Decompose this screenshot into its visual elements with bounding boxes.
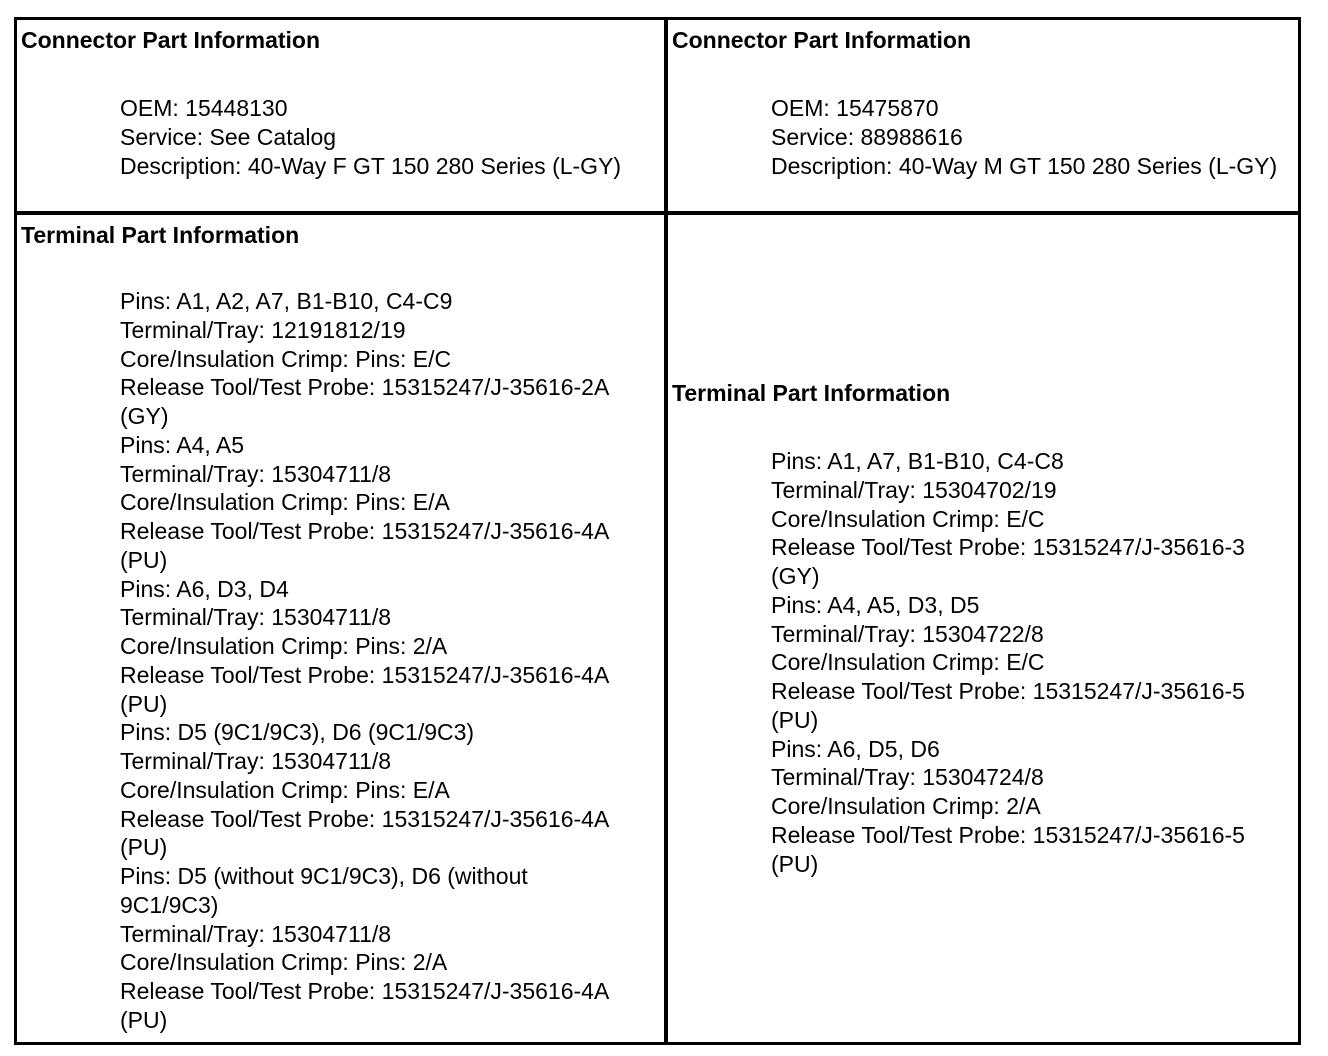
detail-line: Terminal/Tray: 12191812/19 (120, 316, 406, 343)
detail-line: Release Tool/Test Probe: 15315247/J-35616-4A (PU) (120, 518, 609, 573)
detail-line: Description: 40-Way F GT 150 280 Series (L-GY) (120, 152, 622, 179)
detail-line: Pins: A1, A7, B1-B10, C4-C8 (771, 448, 1064, 474)
detail-line: Release Tool/Test Probe: 15315247/J-35616-4A (PU) (120, 805, 609, 861)
detail-line: Terminal/Tray: 15304724/8 (771, 764, 1044, 791)
detail-line: Pins: D5 (9C1/9C3), D6 (9C1/9C3) (120, 719, 475, 746)
right-connector-heading: Connector Part Information (672, 27, 972, 53)
left-terminal-details (120, 287, 630, 1035)
left-connector-heading: Connector Part Information (21, 27, 321, 53)
right-terminal-cell (668, 215, 1298, 1042)
detail-line: Terminal/Tray: 15304722/8 (771, 620, 1044, 647)
detail-line: Pins: A1, A2, A7, B1-B10, C4-C9 (120, 288, 453, 314)
detail-line: Terminal/Tray: 15304711/8 (120, 460, 392, 487)
detail-line: Core/Insulation Crimp: Pins: 2/A (120, 633, 448, 659)
detail-line: Service: See Catalog (120, 123, 337, 150)
detail-line: Pins: A6, D3, D4 (120, 575, 289, 602)
left-terminal-cell (17, 215, 664, 1042)
left-terminal-heading: Terminal Part Information (21, 222, 300, 248)
detail-line: Release Tool/Test Probe: 15315247/J-35616-4A (PU) (120, 661, 609, 717)
detail-line: Core/Insulation Crimp: E/C (771, 649, 1045, 676)
detail-line: Release Tool/Test Probe: 15315247/J-35616-4A (PU) (120, 978, 609, 1033)
detail-line: Terminal/Tray: 15304702/19 (771, 476, 1057, 503)
detail-line: Terminal/Tray: 15304711/8 (120, 748, 392, 774)
left-connector-cell (17, 20, 664, 211)
detail-line: Pins: D5 (without 9C1/9C3), D6 (without 9C1/9C3) (120, 863, 528, 918)
detail-line: Service: 88988616 (771, 123, 963, 150)
detail-line: Pins: A4, A5 (120, 431, 245, 458)
detail-line: OEM: 15475870 (771, 95, 939, 121)
detail-line: Core/Insulation Crimp: Pins: E/A (120, 776, 450, 803)
detail-line: Release Tool/Test Probe: 15315247/J-35616-5 (PU) (771, 821, 1245, 877)
right-terminal-heading: Terminal Part Information (672, 380, 951, 406)
right-connector-details (771, 94, 1296, 180)
detail-line: Release Tool/Test Probe: 15315247/J-35616-5 (PU) (771, 678, 1245, 733)
detail-line: Core/Insulation Crimp: 2/A (771, 793, 1041, 819)
detail-line: Core/Insulation Crimp: Pins: E/A (120, 489, 450, 516)
detail-line: Pins: A4, A5, D3, D5 (771, 591, 980, 618)
detail-line: Core/Insulation Crimp: Pins: 2/A (120, 949, 448, 976)
left-connector-details (120, 94, 630, 180)
detail-line: Terminal/Tray: 15304711/8 (120, 920, 392, 947)
right-connector-cell (668, 20, 1298, 211)
right-terminal-details (771, 447, 1296, 878)
detail-line: Pins: A6, D5, D6 (771, 735, 940, 762)
detail-line: Terminal/Tray: 15304711/8 (120, 604, 392, 631)
detail-line: Core/Insulation Crimp: E/C (771, 505, 1045, 532)
detail-line: OEM: 15448130 (120, 95, 288, 121)
detail-line: Description: 40-Way M GT 150 280 Series (L-GY) (771, 152, 1278, 179)
detail-line: Release Tool/Test Probe: 15315247/J-35616-2A (GY) (120, 374, 609, 429)
connector-info-table (14, 17, 1301, 1045)
detail-line: Release Tool/Test Probe: 15315247/J-35616-3 (GY) (771, 534, 1245, 589)
detail-line: Core/Insulation Crimp: Pins: E/C (120, 345, 452, 372)
